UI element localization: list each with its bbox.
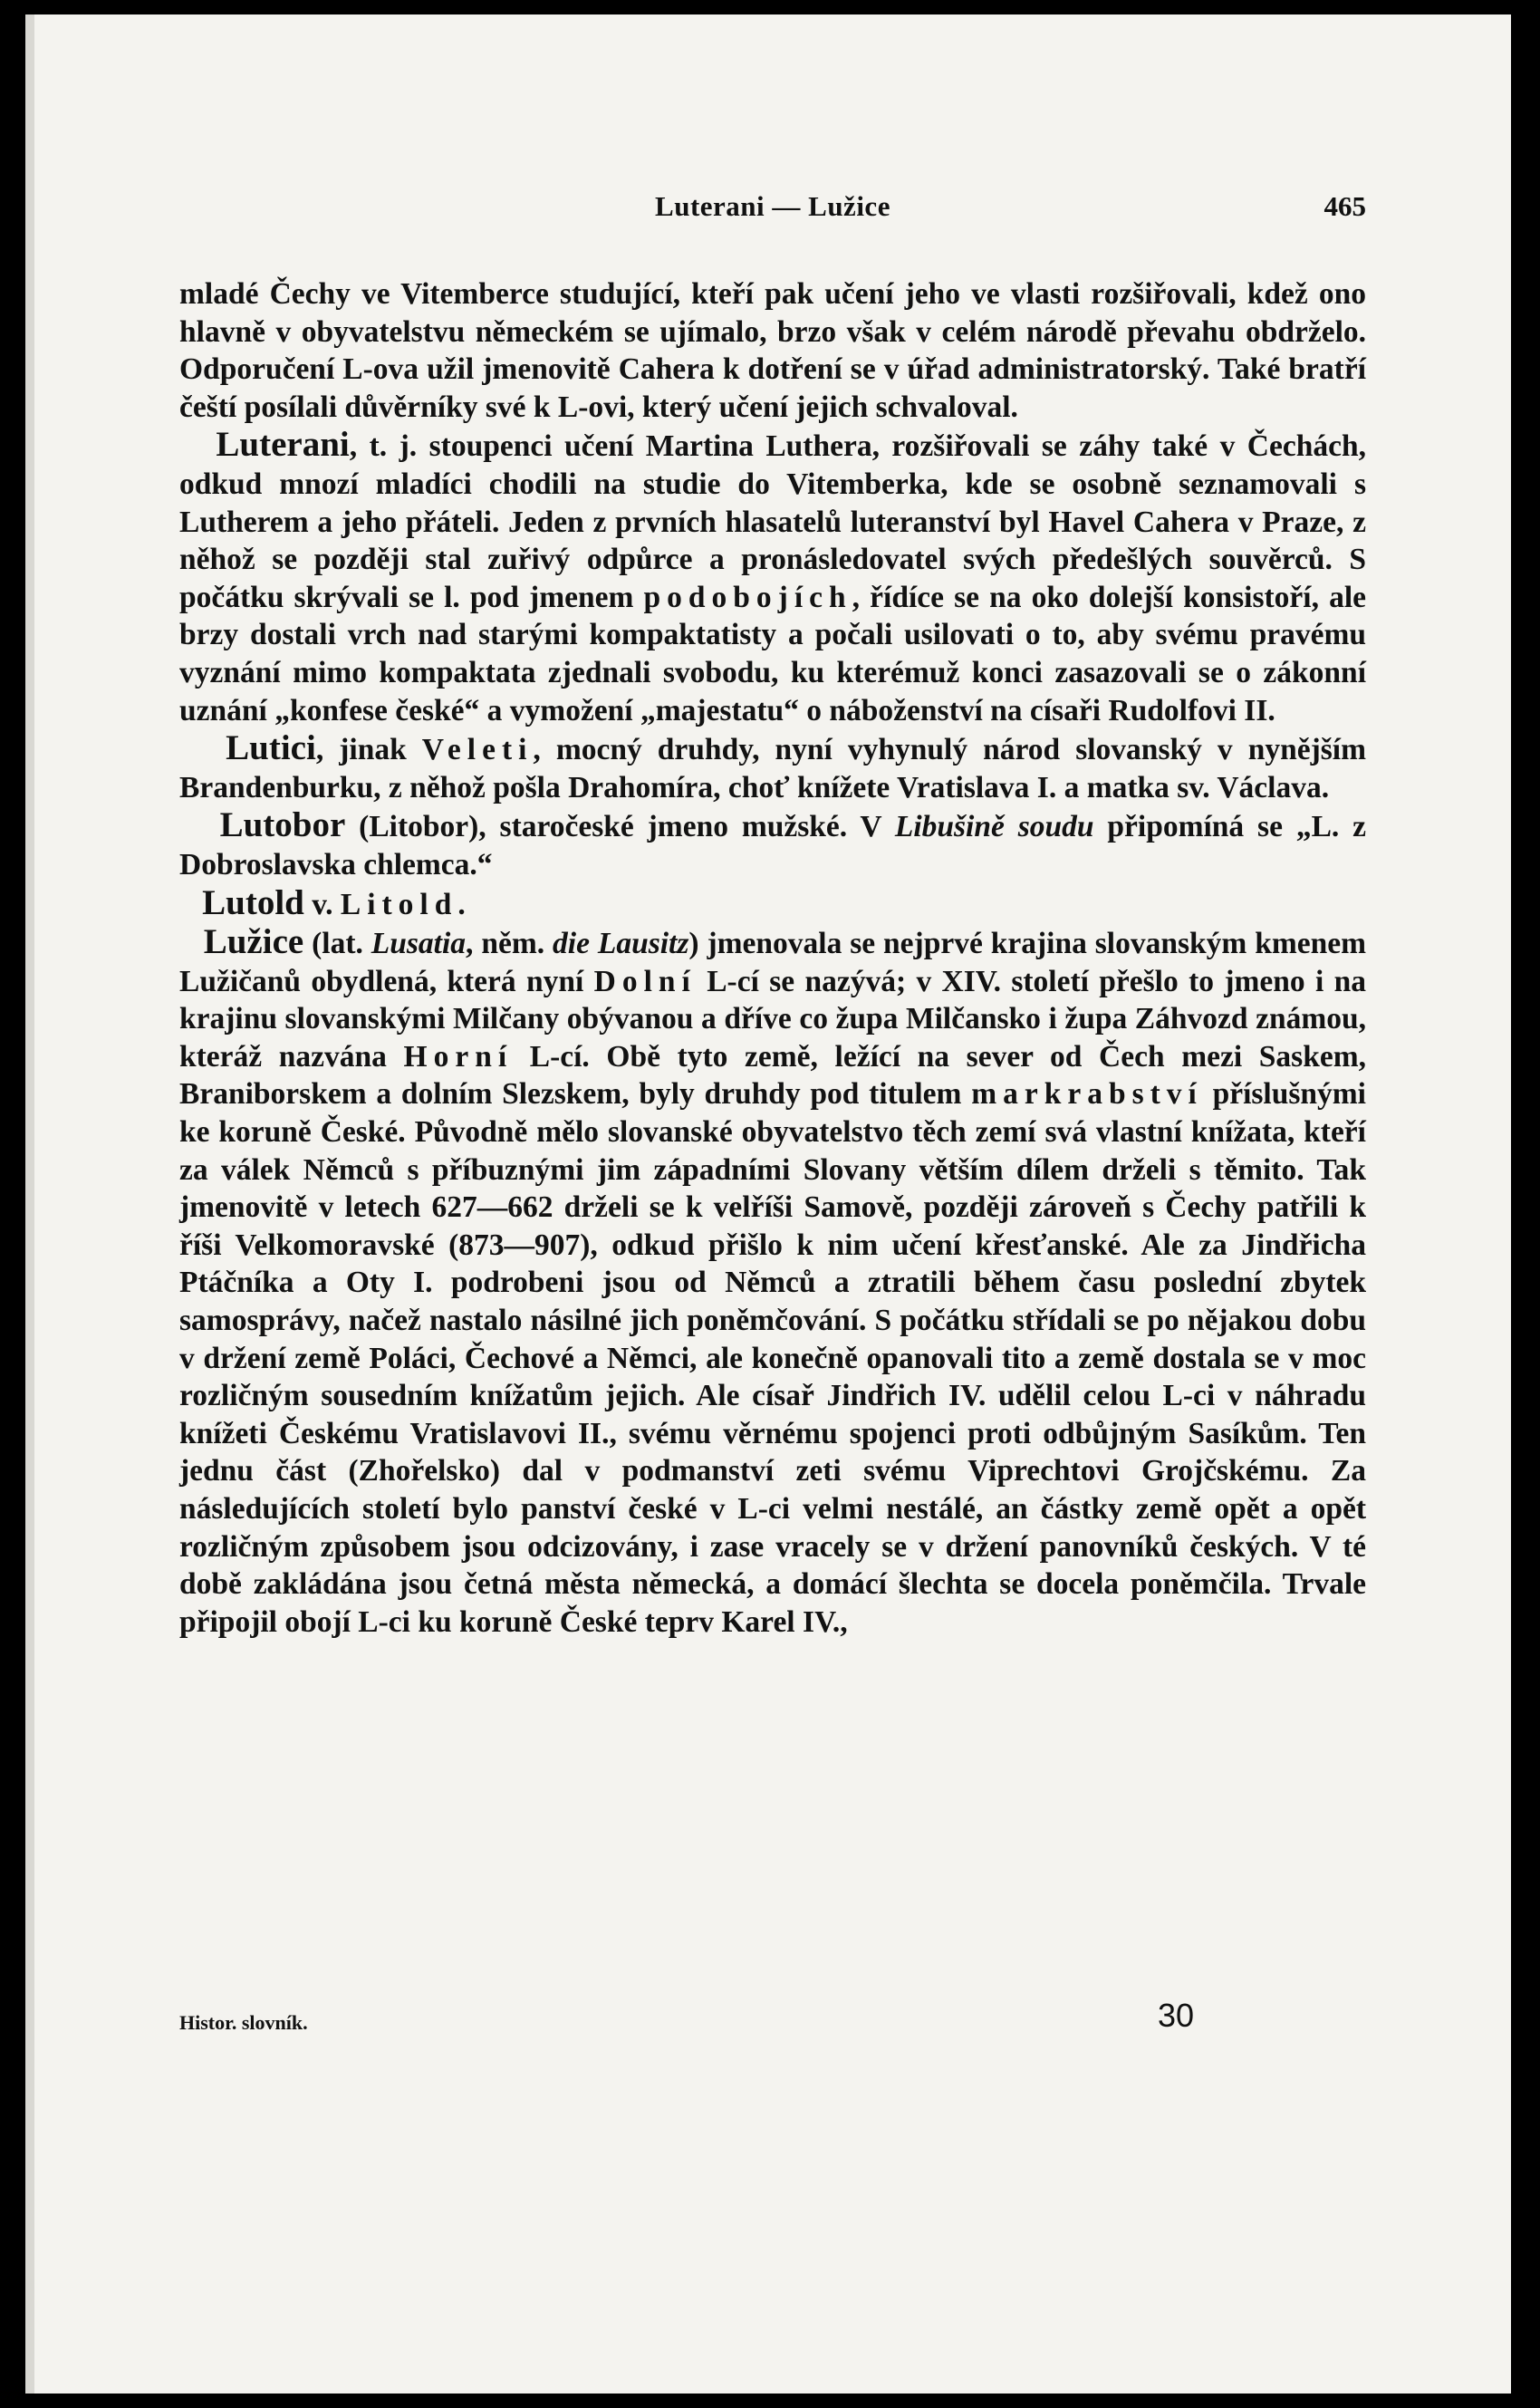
entry-text: , řídíce se na oko dolejší konsistoří, ale brzy dostali vrch nad starými kompaktatisty a počali usilovati o to, aby svému pravému vyznání mimo kompaktata zjednali svobodu, ku kterémuž konci zasazovali se o zákonní uznání „konfese české“ a vymožení „majestatu“ o náboženství na císaři Rudolfovi II. (179, 580, 1367, 727)
spaced-term: Horní (403, 1039, 514, 1074)
entry-lutobor (179, 806, 1366, 883)
entry-text: příslušnými ke koruně České. Původně mělo slovanské obyvatelstvo těch zemí svá vlastní knížata, kteří za válek Němců s příbuznými jim západními Slovany větším dílem drželi s těmito. Tak jmenovitě v letech 627—662 drželi se k velříši Samově, později zároveň s Čechy patřili k říši Velkomoravské (873—907), odkud přišlo k nim učení křesťanské. Ale za Jindřicha Ptáčníka a Oty I. podrobeni jsou od Němců a ztratili během času poslední zbytek samosprávy, načež nastalo násilné jich poněmčování. S počátku střídali se po nějakou dobu v držení země Poláci, Čechové a Němci, ale konečně opanovali tito a země dostala se v moc rozličným sousedním knížatům jejich. Ale císař Jindřich IV. udělil celou L-ci v náhradu knížeti Českému Vratislavovi II., svému věrnému spojenci proti odbůjným Sasíkům. Ten jednu část (Zhořelsko) dal v podmanství zeti svému Viprechtovi Grojčskému. Za následujících století bylo panství české v L-ci velmi nestálé, an částky země opět a opět rozličným způsobem jsou odcizovány, i zase vracely se v držení panovníků českých. V té době zakládána jsou četná města německá, a domácí šlechta se docela poněmčila. Trvale připojil obojí L-ci ku koruně České teprv Karel IV., (179, 1077, 1366, 1639)
entry-text: L-cí. Obě tyto země, ležící na sever od Čech mezi Saskem, Braniborskem a dolním Slezskem, byly druhdy pod titulem (179, 1039, 1366, 1112)
entry-lutici (179, 729, 1366, 806)
entry-text: ) jmenovala se nejprvé krajina slovanským kmenem Lužičanů obydlená, která nyní (179, 927, 1367, 998)
spaced-term: Dolní (593, 964, 697, 998)
spaced-term: Litold (340, 887, 458, 921)
headword: Lužice (203, 922, 304, 962)
entry-text: , něm. (466, 927, 553, 961)
italic-term: die Lausitz (553, 927, 689, 961)
entry-text: . (457, 887, 466, 921)
headword: Lutobor (219, 805, 346, 845)
entry-text: , jinak (315, 733, 422, 767)
spaced-term: Veleti (421, 733, 534, 767)
entry-text: , t. j. stoupenci učení Martina Luthera, rozšiřovali se záhy také v Čechách, odkud mnozí mladíci chodili na studie do Vitemberka, kde se osobně seznamovali s Lutherem a jeho přáteli. Jeden z prvních hlasatelů luteranství byl Havel Cahera v Praze, z něhož se později stal zuřivý odpůrce a pronásledovatel svých předešlých souvěrců. S počátku skrývali se (179, 429, 1366, 614)
signature-mark: Histor. slovník. (179, 2011, 308, 2034)
page-number: 465 (1323, 190, 1366, 222)
headword: Lutold (202, 882, 304, 922)
headword: Lutici (226, 728, 316, 768)
running-header (179, 183, 1366, 237)
spaced-term: podobojích (643, 580, 852, 614)
sheet-number: 30 (1158, 1997, 1195, 2034)
italic-term: Lusatia (371, 927, 467, 961)
page-edge (25, 14, 34, 2394)
book-page (25, 14, 1511, 2394)
page-body (179, 275, 1366, 1641)
paragraph-text: mladé Čechy ve Vitemberce studující, kteří pak učení jeho ve vlasti rozšiřovali, kdež ono hlavně v obyvatelstvu německém se ujímalo, brzo však v celém národě převahu obdrželo. Odporučení L-ova užil jmenovitě Cahera k dotření se v úřad administratorský. Také bratří čeští posílali důvěrníky své k L-ovi, který učení jejich schvaloval. (179, 277, 1366, 424)
entry-lutold (179, 884, 1366, 924)
headword: Luterani (216, 425, 350, 465)
italic-term: Libušině soudu (894, 810, 1094, 844)
entry-text: (lat. (303, 927, 371, 961)
entry-text: , mocný druhdy, nyní vyhynulý národ slovanský v nynějším Brandenburku, z něhož pošla Drahomíra, choť knížete Vratislava I. a matka sv. Václava. (179, 733, 1366, 804)
spaced-term: markrabství (971, 1077, 1203, 1112)
entry-text: L-cí se nazývá; v XIV. století přešlo to jmeno i na krajinu slovanskými Milčany obývanou a dříve co župa Milčansko i župa Záhvozd známou, kteráž nazvána (179, 964, 1366, 1074)
entry-text: (Litobor), staročeské jmeno mužské. V (345, 810, 895, 844)
header-title: Luterani — Lužice (655, 190, 890, 222)
entry-luzice (179, 923, 1366, 1641)
page-footer (179, 1991, 1366, 2046)
paragraph-continuation (179, 275, 1366, 426)
entry-text: v. (303, 887, 341, 921)
entry-luterani (179, 426, 1366, 729)
entry-text: l. pod jmenem (444, 580, 644, 614)
entry-text: připomíná se „L. z Dobroslavska chlemca.“ (179, 810, 1367, 881)
